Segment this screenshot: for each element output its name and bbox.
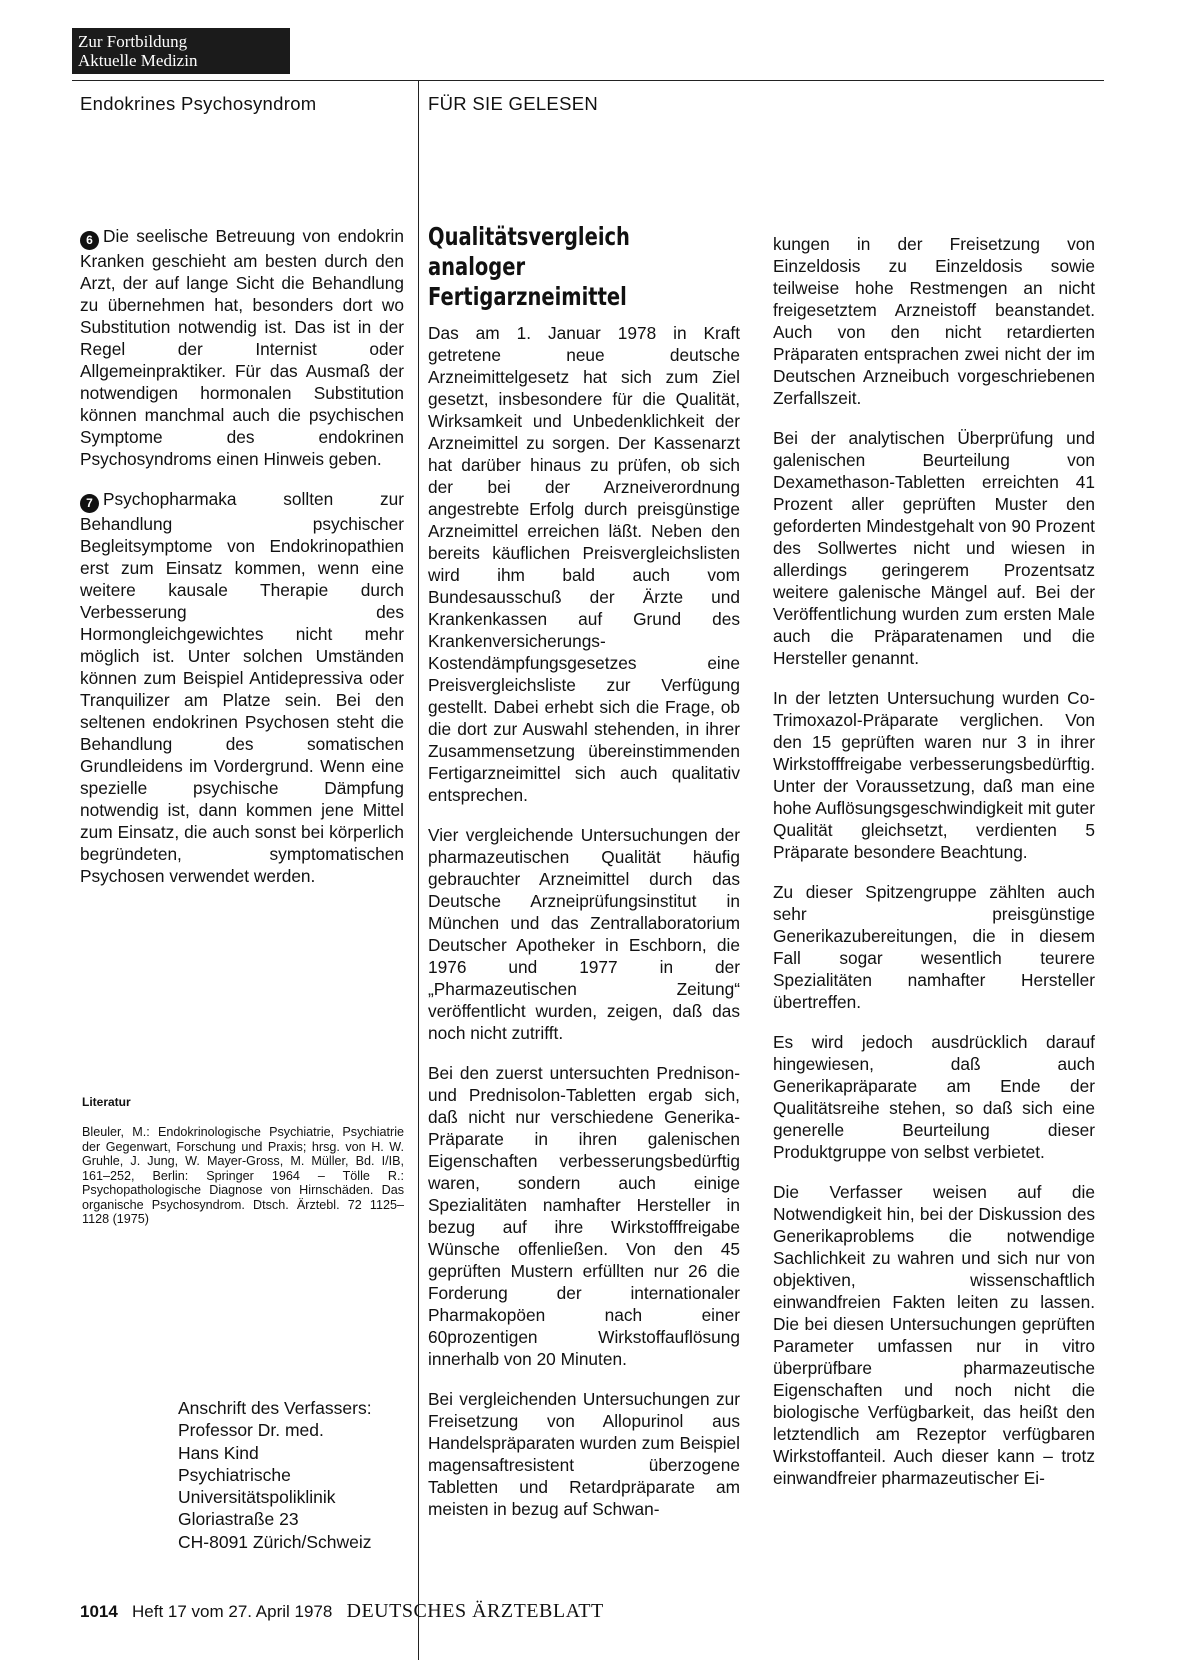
article-paragraph: Bei den zuerst untersuchten Prednison- und Prednisolon-Tabletten ergab sich, daß nicht nur verschiedene Generika-Präparate in ihren galenischen Eigenschaften verbesserungsbedürftig waren, sondern auch einige Spezialitäten namhafter Hersteller in bezug auf ihre Wirkstofffreigabe Wünsche offenließen. Von den 45 geprüften Mustern erfüllten nur 26 die Forderung der internationaler Pharmakopöen nach einer 60prozentigen Wirkstoffauflösung innerhalb von 20 Minuten.	[428, 1063, 740, 1369]
issue-info: Heft 17 vom 27. April 1978	[132, 1602, 333, 1621]
article-column-1	[428, 222, 740, 1538]
article-title: Qualitätsvergleich analoger Fertigarzneimittel	[428, 222, 630, 311]
author-address	[178, 1397, 372, 1553]
article-column-2	[773, 233, 1095, 1507]
address-line: CH-8091 Zürich/Schweiz	[178, 1531, 372, 1552]
number-7-icon: 7	[80, 494, 99, 513]
address-line: Psychiatrische	[178, 1464, 291, 1485]
article-paragraph: Bei vergleichenden Untersuchungen zur Freisetzung von Allopurinol aus Handelspräparaten wurden zum Beispiel magensaftresistent überzogene Tabletten und Retardpräparate am meisten in bezug auf Schwan-	[428, 1389, 740, 1519]
column-divider	[418, 80, 419, 1660]
article-paragraph: Vier vergleichende Untersuchungen der pharmazeutischen Qualität häufig gebrauchter Arzneimittel durch das Deutsche Arzneiprüfungsinstitut in München und das Zentrallaboratorium Deutscher Apotheker in Eschborn, die 1976 und 1977 in der „Pharmazeutischen Zeitung“ veröffentlicht wurden, zeigen, daß das noch nicht zutrifft.	[428, 825, 740, 1043]
article-paragraph: Bei der analytischen Überprüfung und galenischen Beurteilung von Dexamethason-Tabletten erreichten 41 Prozent aller geprüften Muster den geforderten Mindestgehalt von 90 Prozent des Sollwertes nicht und wiesen in allerdings geringerem Prozentsatz weitere galenische Mängel auf. Bei der Veröffentlichung wurden zum ersten Male auch die Präparatenamen und die Hersteller genannt.	[773, 428, 1095, 668]
article-paragraph: In der letzten Untersuchung wurden Co-Trimoxazol-Präparate verglichen. Von den 15 geprüften waren nur 3 in ihrer Wirkstofffreigabe verbesserungsbedürftig. Unter der Voraussetzung, daß man eine hohe Auflösungsgeschwindigkeit mit guter Qualität gleichsetzt, verdienten 5 Präparate besondere Beachtung.	[773, 688, 1095, 862]
badge-line-2: Aktuelle Medizin	[78, 51, 198, 70]
number-6-icon: 6	[80, 231, 99, 250]
badge-line-1: Zur Fortbildung	[78, 32, 188, 51]
article-paragraph: kungen in der Freisetzung von Einzeldosis zu Einzeldosis sowie teilweise hohe Restmengen an nicht freigesetztem Arzneistoff beanstandet. Auch von den nicht retardierten Präparaten entsprachen zwei nicht der im Deutschen Arzneibuch vorgeschriebenen Zerfallszeit.	[773, 234, 1095, 408]
running-head-left: Endokrines Psychosyndrom	[80, 93, 317, 114]
section-badge	[72, 28, 290, 74]
address-line: Anschrift des Verfassers:	[178, 1398, 372, 1418]
paragraph-text: Die seelische Betreuung von endokrin Kranken geschieht am besten durch den Arzt, der auf lange Sicht die Behandlung zu übernehmen hat, besonders dort wo Substitution notwendig ist. Das ist in der Regel der Internist oder Allgemeinpraktiker. Für das Ausmaß der notwendigen hormonalen Substitution können manchmal auch die psychischen Symptome des endokrinen Psychosyndroms einen Hinweis geben.	[80, 226, 404, 469]
running-head-right: FÜR SIE GELESEN	[428, 93, 599, 114]
address-line: Gloriastraße 23	[178, 1509, 299, 1530]
numbered-paragraph	[80, 488, 404, 887]
magazine-name: DEUTSCHES ÄRZTEBLATT	[346, 1600, 604, 1622]
literature-text: Bleuler, M.: Endokrinologische Psychiatrie, Psychiatrie der Gegenwart, Forschung und Praxis; hrsg. von H. W. Gruhle, J. Jung, W. Mayer-Gross, M. Müller, Bd. I/IB, 161–252, Berlin: Springer 1964 – Tölle R.: Psychopathologische Diagnose von Hirnschäden. Das organische Psychosyndrom. Dtsch. Ärztebl. 72 1125–1128 (1975)	[82, 1125, 404, 1226]
address-line: Universitätspoliklinik	[178, 1487, 336, 1508]
article-paragraph: Die Verfasser weisen auf die Notwendigkeit hin, bei der Diskussion des Generikaproblems die notwendige Sachlichkeit zu wahren und sich nur von objektiven, wissenschaftlich einwandfreien Fakten leiten zu lassen. Die bei diesen Untersuchungen geprüften Parameter umfassen nur in vitro überprüfbare pharmazeutische Eigenschaften und noch nicht die biologische Verfügbarkeit, das heißt den letztendlich am Rezeptor verfügbaren Wirkstoffanteil. Auch dieser kann – trotz einwandfreier pharmazeutischer Ei-	[773, 1182, 1095, 1488]
numbered-paragraph	[80, 225, 404, 470]
article-title-wrap	[428, 222, 740, 322]
address-line: Professor Dr. med.	[178, 1420, 324, 1441]
paragraph-text: Psychopharmaka sollten zur Behandlung psychischer Begleitsymptome von Endokrinopathien erst zum Einsatz kommen, wenn eine weitere kausale Therapie durch Verbesserung des Hormongleichgewichtes nicht mehr möglich ist. Unter solchen Umständen können zum Beispiel Antidepressiva oder Tranquilizer am Platze sein. Bei den seltenen endokrinen Psychosen steht die Behandlung des somatischen Grundleidens im Vordergrund. Wenn eine spezielle psychische Dämpfung notwendig ist, dann kommen jene Mittel zum Einsatz, die auch sonst bei körperlich begründeten, symptomatischen Psychosen verwendet werden.	[80, 489, 404, 886]
header-rule	[72, 80, 1104, 81]
page-footer	[80, 1600, 604, 1623]
article-paragraph: Das am 1. Januar 1978 in Kraft getretene neue deutsche Arzneimittelgesetz hat sich zum Ziel gesetzt, insbesondere für die Qualität, Wirksamkeit und Unbedenklichkeit der Arzneimittel zu sorgen. Der Kassenarzt hat darüber hinaus zu prüfen, ob sich der bei der Arzneiverordnung angestrebte Erfolg durch preisgünstige Arzneimittel erreichen läßt. Neben den bereits käuflichen Preisvergleichslisten wird ihm bald auch vom Bundesausschuß der Ärzte und Krankenkassen auf Grund des Krankenversicherungs-Kostendämpfungsgesetzes eine Preisvergleichsliste zur Verfügung gestellt. Dabei erhebt sich die Frage, ob die dort zur Auswahl stehenden, in ihrer Zusammensetzung übereinstimmenden Fertigarzneimittel sich auch qualitativ entsprechen.	[428, 323, 740, 805]
article-paragraph: Zu dieser Spitzengruppe zählten auch sehr preisgünstige Generikazubereitungen, die in diesem Fall sogar wesentlich teurere Spezialitäten namhafter Hersteller übertreffen.	[773, 882, 1095, 1012]
article-paragraph: Es wird jedoch ausdrücklich darauf hingewiesen, daß auch Generikapräparate am Ende der Qualitätsreihe stehen, so daß sich eine generelle Beurteilung dieser Produktgruppe von selbst verbietet.	[773, 1032, 1095, 1162]
left-column-text	[80, 225, 404, 905]
address-line: Hans Kind	[178, 1442, 259, 1463]
page-number: 1014	[80, 1602, 118, 1621]
literature-heading: Literatur	[82, 1095, 131, 1109]
